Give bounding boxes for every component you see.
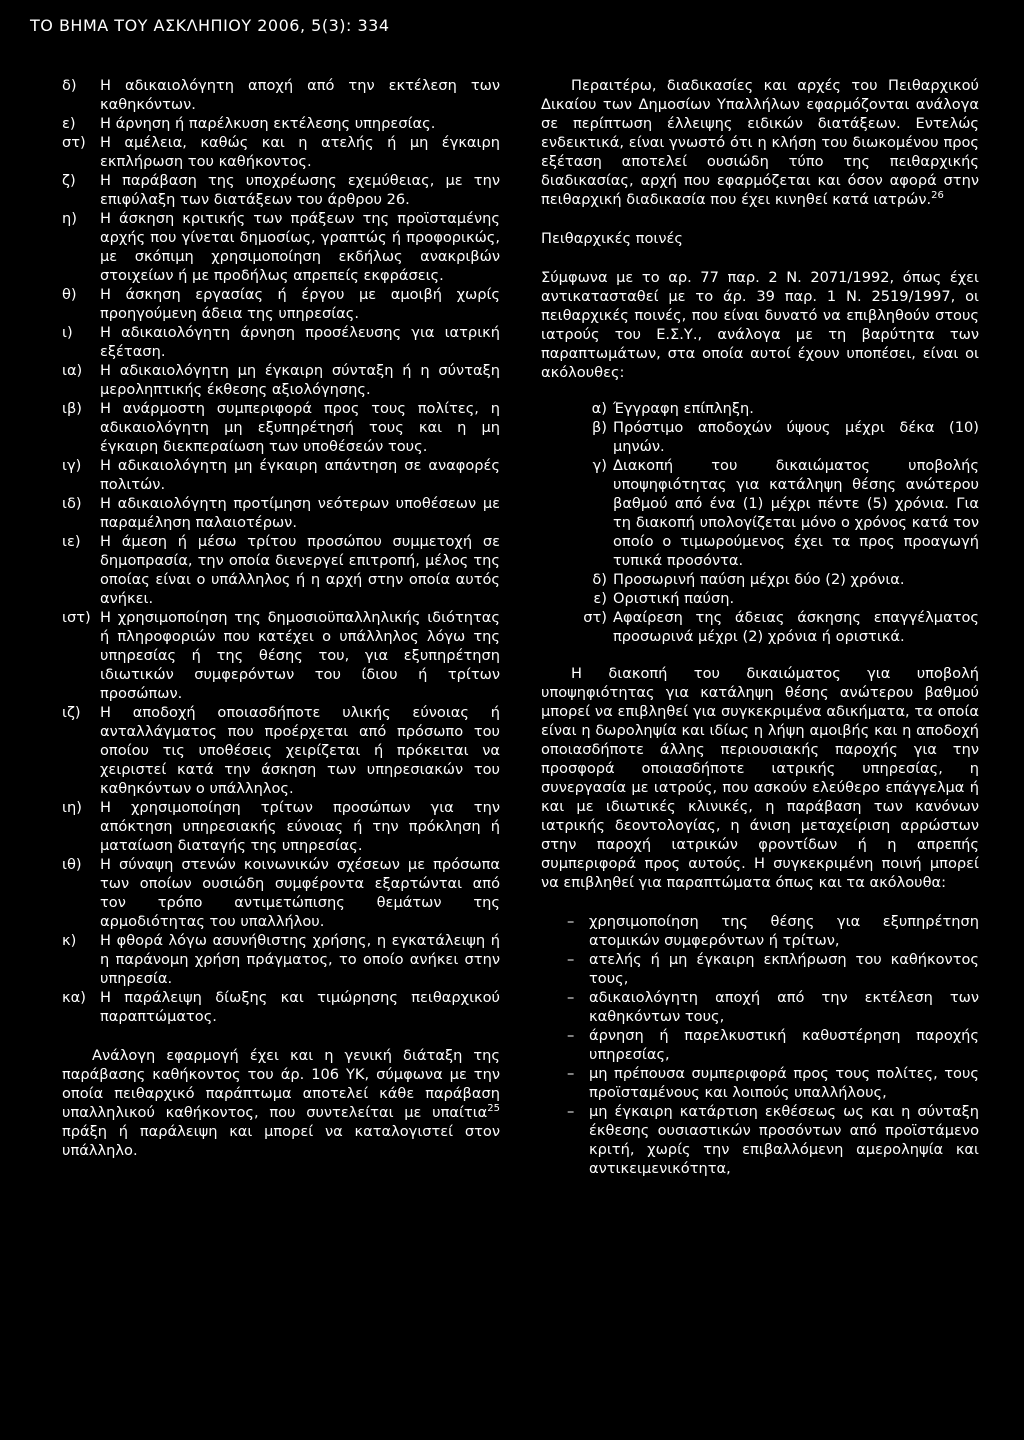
footnote-ref-25: 25 [487, 1103, 500, 1115]
offense-item [62, 171, 500, 209]
offense-item-text: Η αδικαιολόγητη άρνηση προσέλευσης για ιατρική εξέταση. [100, 324, 500, 360]
offense-item-text: Η αδικαιολόγητη προτίμηση νεότερων υποθέσεων με παραμέληση παλαιοτέρων. [100, 495, 500, 531]
penalty-item-label: δ) [592, 571, 607, 588]
offense-item [62, 608, 500, 703]
offense-item-text: Η αποδοχή οποιασδήποτε υλικής εύνοιας ή ανταλλάγματος που προέρχεται από πρόσωπο του οποίου τις υποθέσεις χειρίζεται ή πρόκειται να χειριστεί κατά την άσκηση των υπηρεσιακών του καθηκόντων ο υπάλληλος. [100, 704, 500, 797]
penalty-item-text: Πρόστιμο αποδοχών ύψους μέχρι δέκα (10) μηνών. [613, 419, 979, 455]
offense-item-label: ζ) [62, 172, 76, 189]
offense-item [62, 798, 500, 855]
offense-item-text: Η αδικαιολόγητη μη έγκαιρη απάντηση σε αναφορές πολιτών. [100, 457, 500, 493]
closing-text-part2: πράξη ή παράλειψη και μπορεί να καταλογιστεί στον υπάλληλο. [62, 1123, 500, 1159]
offense-item [62, 855, 500, 931]
dash-item-text: μη πρέπουσα συμπεριφορά προς τους πολίτες, τους προϊσταμένους και λοιπούς υπαλλήλους, [589, 1065, 979, 1101]
offense-item-text: Η αμέλεια, καθώς και η ατελής ή μη έγκαιρη εκπλήρωση του καθήκοντος. [100, 134, 500, 170]
offense-item-label: ι) [62, 324, 73, 341]
offense-item-label: η) [62, 210, 77, 227]
dash-item [567, 1102, 979, 1178]
offense-item-text: Η άσκηση κριτικής των πράξεων της προϊσταμένης αρχής που γίνεται δημοσίως, γραπτώς ή προφορικώς, με σκόπιμη χρησιμοποίηση εκδήλως ανακριβών στοιχείων ή με προδήλως απρεπείς εκφράσεις. [100, 210, 500, 284]
dash-item [567, 1064, 979, 1102]
dash-item-label: – [567, 951, 575, 968]
closing-paragraph [62, 1046, 500, 1160]
offense-item [62, 494, 500, 532]
offense-item [62, 76, 500, 114]
offense-item [62, 703, 500, 798]
dash-item-text: χρησιμοποίηση της θέσης για εξυπηρέτηση ατομικών συμφερόντων ή τρίτων, [589, 913, 979, 949]
left-column [62, 76, 500, 1160]
penalty-item-label: β) [591, 419, 607, 436]
offense-item-text: Η σύναψη στενών κοινωνικών σχέσεων με πρόσωπα των οποίων ουσιώδη συμφέροντα εξαρτώνται από τον τρόπο αντιμετώπισης θεμάτων της αρμοδιότητας του υπαλλήλου. [100, 856, 500, 930]
running-head: ΤΟ ΒΗΜΑ ΤΟΥ ΑΣΚΛΗΠΙΟΥ 2006, 5(3): 334 [30, 16, 390, 35]
offense-item [62, 532, 500, 608]
penalty-item [569, 456, 979, 570]
offense-item [62, 399, 500, 456]
dash-item-label: – [567, 989, 575, 1006]
offense-item [62, 285, 500, 323]
dash-item-text: μη έγκαιρη κατάρτιση εκθέσεως ως και η σύνταξη έκθεσης ουσιαστικών προσόντων από προϊστάμενο κριτή, χωρίς την επιβαλλόμενη αμεροληψία και αντικειμενικότητα, [589, 1103, 979, 1177]
penalty-item [569, 399, 979, 418]
penalties-intro-paragraph: Σύμφωνα με το αρ. 77 παρ. 2 Ν. 2071/1992, όπως έχει αντικατασταθεί με το άρ. 39 παρ. 1 Ν. 2519/1997, οι πειθαρχικές ποινές, που είναι δυνατό να επιβληθούν στους ιατρούς του Ε.Σ.Υ., ανάλογα με τη βαρύτητα των παραπτωμάτων, στα οποία αυτοί έχουν υποπέσει, είναι οι ακόλουθες: [541, 269, 979, 381]
penalty-item [569, 608, 979, 646]
offense-item-label: ε) [62, 115, 76, 132]
intro-text: Περαιτέρω, διαδικασίες και αρχές του Πειθαρχικού Δικαίου των Δημοσίων Υπαλλήλων εφαρμόζονται ανάλογα σε περίπτωση έλλειψης ειδικών διατάξεων. Εντελώς ενδεικτικά, είναι γνωστό ότι η κλήση του διωκομένου προς εξέταση αποτελεί ουσιώδη τύπο της πειθαρχικής διαδικασίας, αρχή που εφαρμόζεται και όσον αφορά στην πειθαρχική διαδικασία που έχει κινηθεί κατά ιατρών. [541, 77, 979, 208]
offense-item-label: ιδ) [62, 495, 82, 512]
offense-item-text: Η φθορά λόγω ασυνήθιστης χρήσης, η εγκατάλειψη ή η παράνομη χρήση πράγματος, το οποίο ανήκει στην υπηρεσία. [100, 932, 500, 987]
offense-item-text: Η άμεση ή μέσω τρίτου προσώπου συμμετοχή σε δημοπρασία, την οποία διενεργεί επιτροπή, μέλος της οποίας είναι ο υπάλληλος ή η αρχή στην οποία αυτός ανήκει. [100, 533, 500, 607]
offense-item-label: ιε) [62, 533, 81, 550]
penalty-item-text: Αφαίρεση της άδειας άσκησης επαγγέλματος προσωρινά μέχρι (2) χρόνια ή οριστικά. [613, 609, 979, 645]
dash-item [567, 950, 979, 988]
offense-item [62, 133, 500, 171]
offense-item-text: Η αδικαιολόγητη αποχή από την εκτέλεση των καθηκόντων. [100, 77, 500, 113]
dash-item-text: ατελής ή μη έγκαιρη εκπλήρωση του καθήκοντος τους, [589, 951, 979, 987]
penalty-item-text: Έγγραφη επίπληξη. [613, 400, 754, 417]
penalty-item-text: Οριστική παύση. [613, 590, 735, 607]
dash-item [567, 1026, 979, 1064]
dash-item-label: – [567, 1103, 575, 1120]
dash-item [567, 988, 979, 1026]
penalty-item-label: ε) [593, 590, 607, 607]
offense-item-label: δ) [62, 77, 77, 94]
offense-item-label: ιγ) [62, 457, 82, 474]
offense-item-label: θ) [62, 286, 77, 303]
offense-item [62, 931, 500, 988]
offense-item [62, 114, 500, 133]
offense-list [62, 76, 500, 1026]
offense-item-label: κα) [62, 989, 86, 1006]
offense-item [62, 361, 500, 399]
offense-item-text: Η παράλειψη δίωξης και τιμώρησης πειθαρχικού παραπτώματος. [100, 989, 500, 1025]
offense-item-text: Η άσκηση εργασίας ή έργου με αμοιβή χωρίς προηγούμενη άδεια της υπηρεσίας. [100, 286, 500, 322]
dash-item-text: αδικαιολόγητη αποχή από την εκτέλεση των καθηκόντων τους, [589, 989, 979, 1025]
offense-item-text: Η άρνηση ή παρέλκυση εκτέλεσης υπηρεσίας. [100, 115, 436, 132]
offense-item [62, 988, 500, 1026]
dash-item-label: – [567, 1065, 575, 1082]
offense-item-label: κ) [62, 932, 77, 949]
dash-item-text: άρνηση ή παρελκυστική καθυστέρηση παροχής υπηρεσίας, [589, 1027, 979, 1063]
intro-paragraph [541, 76, 979, 209]
offense-item-label: ιστ) [62, 609, 91, 626]
right-column [541, 76, 979, 1178]
offense-item [62, 209, 500, 285]
penalty-list [541, 399, 979, 646]
offense-item-text: Η ανάρμοστη συμπεριφορά προς τους πολίτες, η αδικαιολόγητη μη εξυπηρέτησή τους και η μη έγκαιρη διεκπεραίωση των υποθέσεών τους. [100, 400, 500, 455]
dash-item-label: – [567, 1027, 575, 1044]
offense-item-text: Η χρησιμοποίηση τρίτων προσώπων για την απόκτηση υπηρεσιακής εύνοιας ή την πρόκληση ή ματαίωση διαταγής της υπηρεσίας. [100, 799, 500, 854]
dash-list [567, 912, 979, 1178]
dash-item-label: – [567, 913, 575, 930]
dash-item [567, 912, 979, 950]
penalty-item [569, 570, 979, 589]
offense-item-text: Η αδικαιολόγητη μη έγκαιρη σύνταξη ή η σύνταξη μεροληπτικής έκθεσης αξιολόγησης. [100, 362, 500, 398]
offense-item-label: ιβ) [62, 400, 82, 417]
offense-item-label: στ) [62, 134, 86, 151]
penalty-item-text: Προσωρινή παύση μέχρι δύο (2) χρόνια. [613, 571, 905, 588]
offense-item [62, 456, 500, 494]
offense-item-label: ιη) [62, 799, 82, 816]
offense-item [62, 323, 500, 361]
offense-item-label: ια) [62, 362, 83, 379]
penalty-item-text: Διακοπή του δικαιώματος υποβολής υποψηφιότητας για κατάληψη θέσης ανώτερου βαθμού από ένα (1) μέχρι πέντε (5) χρόνια. Για τη διακοπή υπολογίζεται μόνο ο χρόνος κατά τον οποίο ο τιμωρούμενος έχει τα προς προαγωγή τυπικά προσόντα. [613, 457, 979, 569]
offense-item-label: ιζ) [62, 704, 81, 721]
offense-item-text: Η παράβαση της υποχρέωσης εχεμύθειας, με την επιφύλαξη των διατάξεων του άρθρου 26. [100, 172, 500, 208]
closing-text-part1: Ανάλογη εφαρμογή έχει και η γενική διάταξη της παράβασης καθήκοντος του άρ. 106 ΥΚ, σύμφωνα με την οποία πειθαρχικό παράπτωμα αποτελεί κάθε παράβαση υπαλληλικού καθήκοντος, που συντελείται με υπαίτια [62, 1047, 500, 1121]
offense-item-text: Η χρησιμοποίηση της δημοσιοϋπαλληλικής ιδιότητας ή πληροφοριών που κατέχει ο υπάλληλος λόγω της υπηρεσίας ή της θέσης του, για εξυπηρέτηση ιδιωτικών συμφερόντων του ίδιου ή τρίτων προσώπων. [100, 609, 500, 702]
penalty-item [569, 589, 979, 608]
penalty-item [569, 418, 979, 456]
penalty-item-label: στ) [583, 609, 607, 626]
penalty-item-label: α) [591, 400, 607, 417]
offense-item-label: ιθ) [62, 856, 82, 873]
penalty-item-label: γ) [592, 457, 607, 474]
footnote-ref-26: 26 [931, 190, 944, 202]
suspension-paragraph: Η διακοπή του δικαιώματος για υποβολή υποψηφιότητας για κατάληψη θέσης ανώτερου βαθμού μπορεί να επιβληθεί για συγκεκριμένα αδικήματα, τα οποία είναι η δωροληψία και ιδίως η λήψη αμοιβής και η αποδοχή οποιασδήποτε άλλης περιουσιακής παροχής για την προσφορά οποιασδήποτε ιατρικής υπηρεσίας, η συνεργασία με ιατρούς, που ασκούν ελεύθερο επάγγελμα ή και με ιδιωτικές κλινικές, η παράβαση των κανόνων ιατρικής δεοντολογίας, η άνιση μεταχείριση αρρώστων στην παροχή ιατρικών φροντίδων ή η απρεπής συμπεριφορά προς αυτούς. Η συγκεκριμένη ποινή μπορεί να επιβληθεί για παραπτώματα όπως και τα ακόλουθα: [541, 665, 979, 891]
section-heading: Πειθαρχικές ποινές [541, 230, 683, 247]
